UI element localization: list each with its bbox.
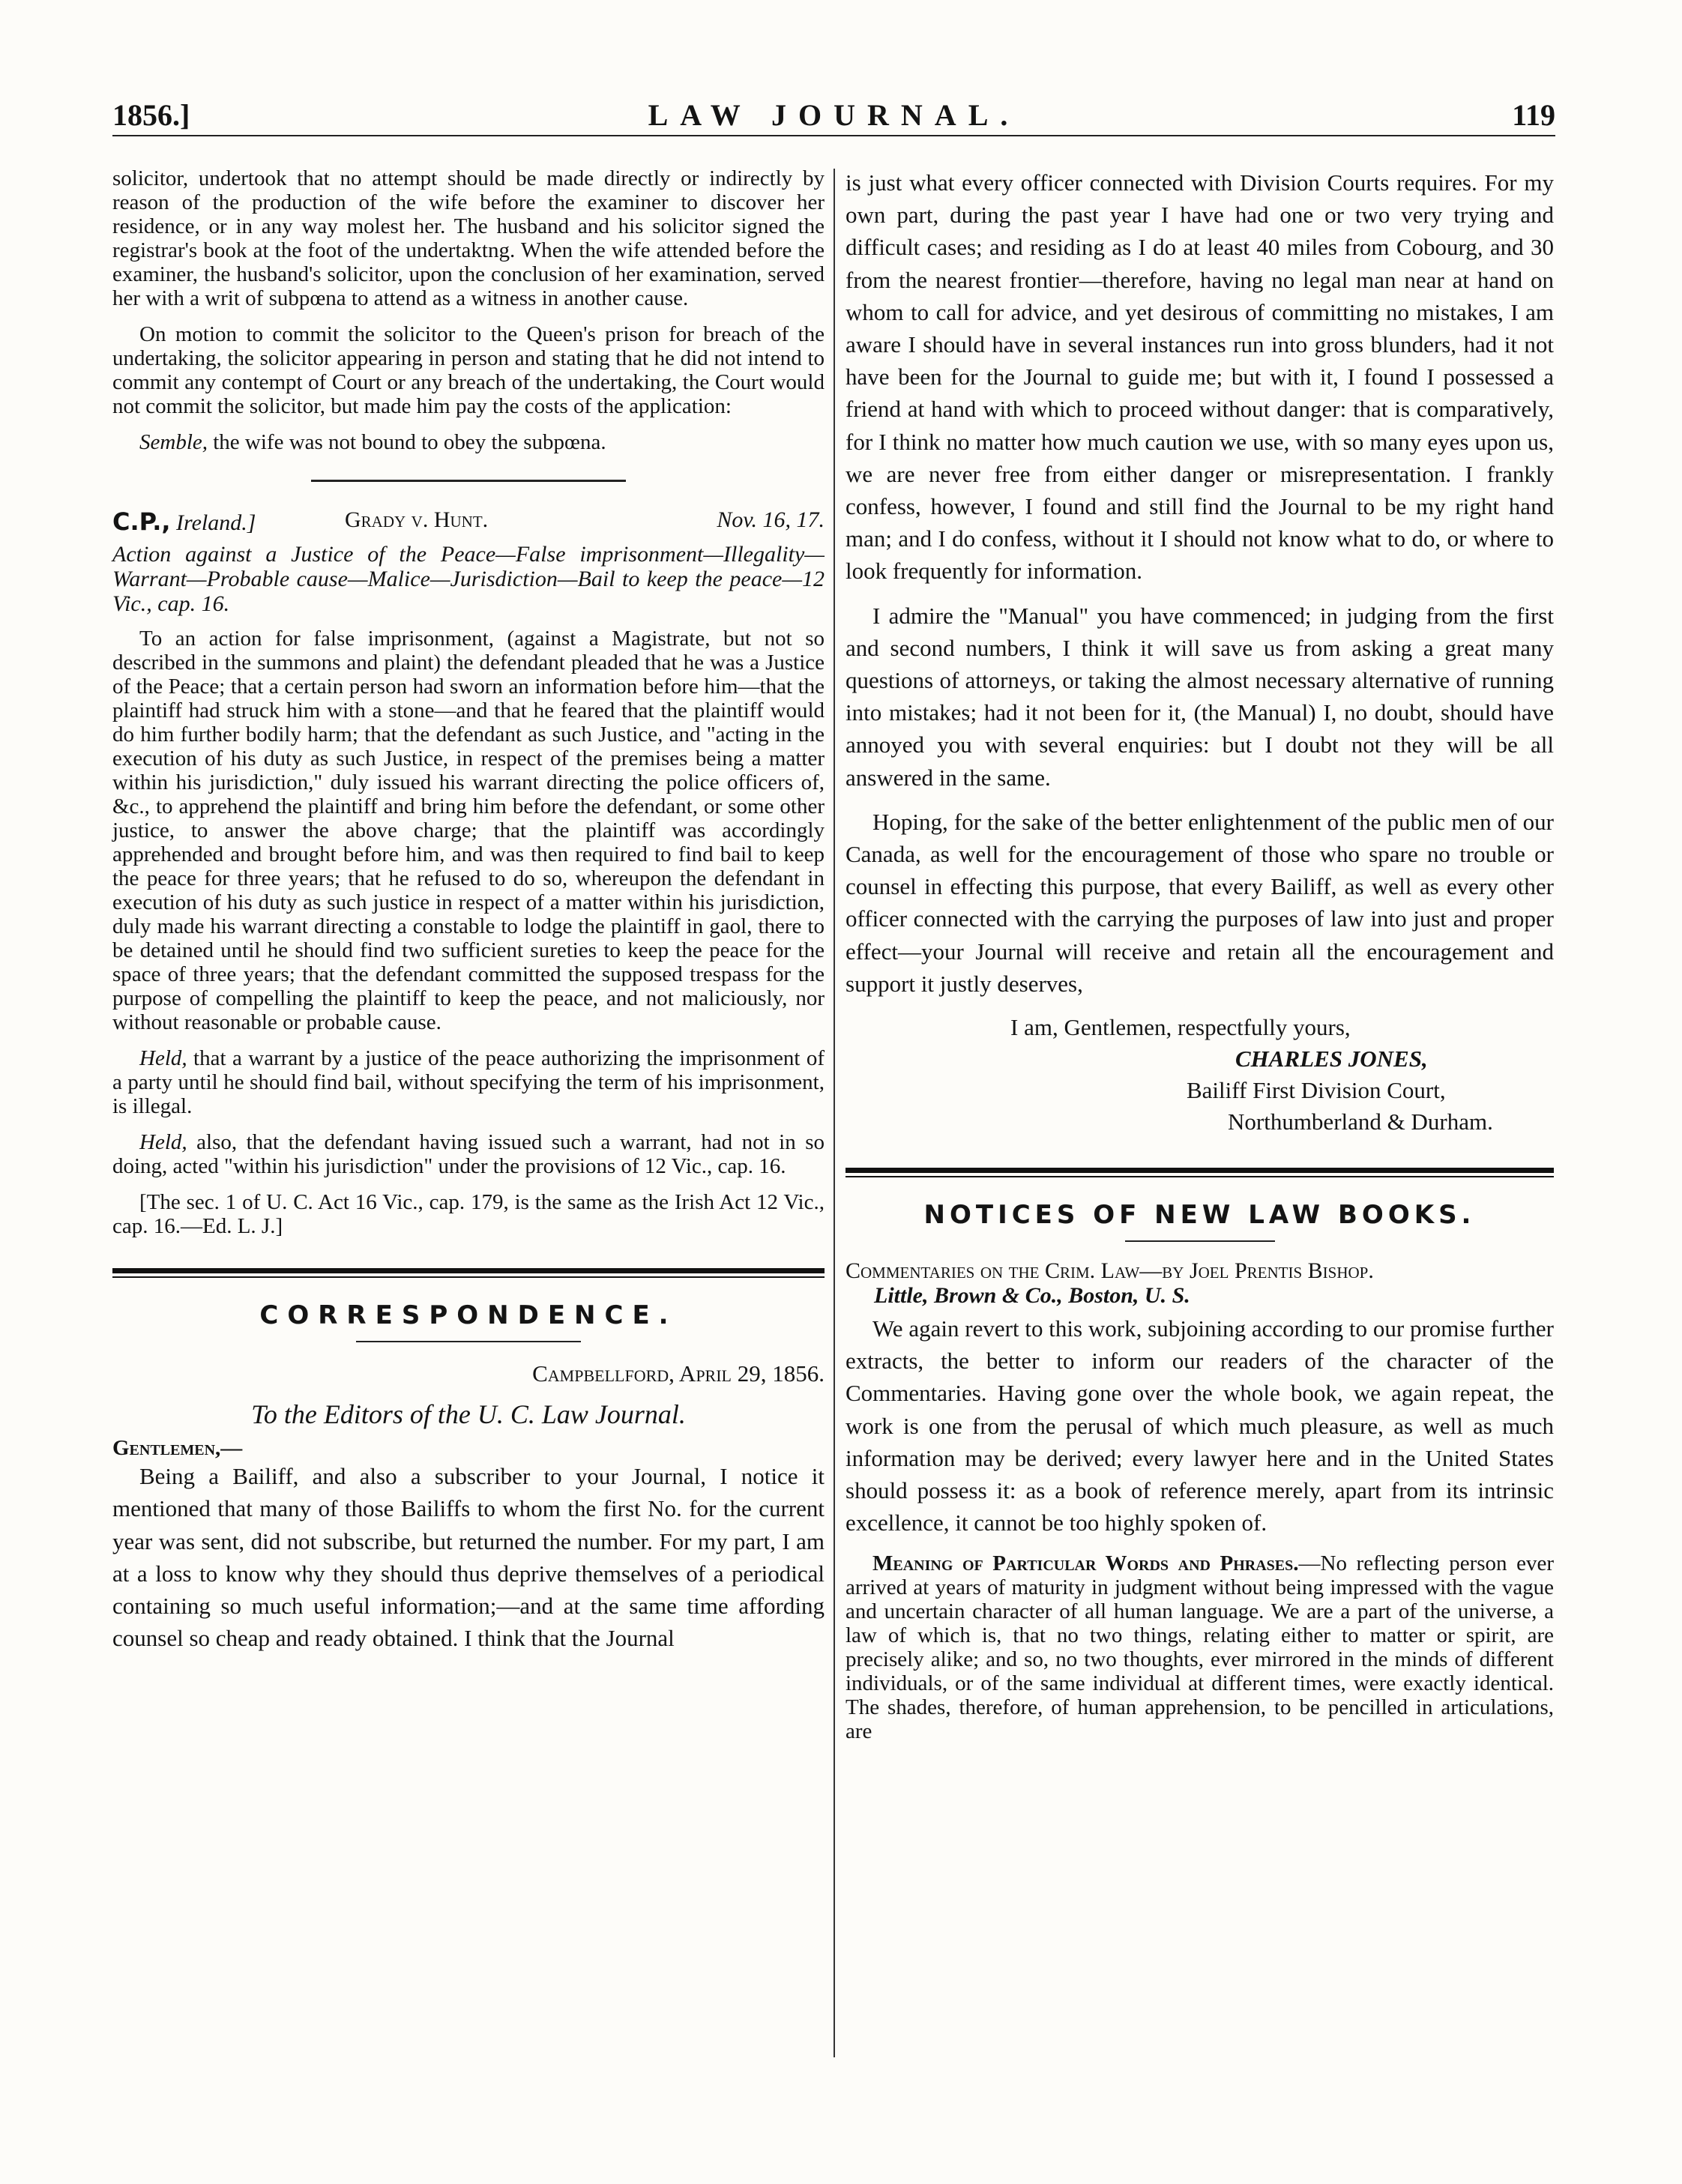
letter-paragraph-2: I admire the "Manual" you have commenced; in judging from the first and second numbers, I think it will save us from asking a great many questions of attorneys, or taking the almost necessary alternative of running into mistakes; had it not been for it, (the Manual) I, no doubt, should have annoyed you with several enquiries: but I doubt not they will be all answered in the same. (845, 602, 1554, 791)
header-title: LAW JOURNAL. (648, 98, 1020, 132)
review-paragraph-1: We again revert to this work, subjoining according to our promise further extracts, the better to inform our readers of the character of the Commentaries. Having gone over the whole book, we again repeat, the work is one from the perusal of which much pleasure, as well as much information may be derived; every lawyer here and in the United States should possess it: as a book of reference merely, apart from its intrinsic excellence, it cannot be too highly spoken of. (845, 1315, 1554, 1536)
signatory-name: CHARLES JONES, (1235, 1046, 1428, 1073)
book-reference (845, 1258, 1554, 1308)
case-paragraph-1: solicitor, undertook that no attempt should be made directly or indirectly by reason of the production of the wife before the examiner to discover her residence, or in any way molest her. The husband and his solicitor signed the registrar's book at the foot of the undertaktng. When the wife attended before the examiner, the husband's solicitor, upon the conclusion of her examination, served her with a writ of subpœna to attend as a witness in another cause. (112, 166, 825, 310)
semble-paragraph (112, 430, 825, 454)
letter-dateline: Campbellford, April 29, 1856. (532, 1360, 825, 1387)
case-paragraph-2: On motion to commit the solicitor to the Queen's prison for breach of the undertaking, the solicitor appearing in person and stating that he did not intend to commit any contempt of Court or any breach of the undertaking, the Court would not commit the solicitor, but made him pay the costs of the application: (112, 322, 825, 418)
case-headnote: Action against a Justice of the Peace—False imprisonment—Illegality—Warrant—Probable cause—Malice—Jurisdiction—Bail to keep the peace—12 Vic., cap. 16. (112, 542, 825, 616)
case-date: Nov. 16, 17. (717, 507, 825, 532)
case-facts: To an action for false imprisonment, (against a Magistrate, but not so described in the summons and plaint) the defendant pleaded that he was a Justice of the Peace; that a certain person had sworn an information before him—that the plaintiff had struck him with a stone—and that he feared that the plaintiff would do him further bodily harm; that the defendant as such Justice, and "acting in the execution of his duty as such Justice, in respect of the premises being a matter within his jurisdiction," duly issued his warrant directing the police officers of, &c., to apprehend the plaintiff and bring him before the defendant, or some other justice, to answer the above charge; that the plaintiff was accordingly apprehended and brought before him, and was then required to find bail to keep the peace for three years; that he refused to do so, whereupon the defendant in execution of his duty as such justice in respect of a matter within his jurisdiction, duly made his warrant directing a constable to lodge the plaintiff in gaol, there to be detained until he should find two sufficient sureties to keep the peace for the space of three years; that the defendant committed the supposed trespass for the purpose of compelling the plaintiff to keep the peace, and not maliciously, nor without reasonable or probable cause. (112, 627, 825, 1034)
letter-address: To the Editors of the U. C. Law Journal. (251, 1399, 686, 1430)
book-publisher: Little, Brown & Co., Boston, U. S. (874, 1283, 1190, 1309)
right-column (845, 166, 1554, 1743)
held-paragraph-1 (112, 1046, 825, 1118)
notices-rule (1125, 1240, 1275, 1242)
held-text-1: that a warrant by a justice of the peace authorizing the imprisonment of a party until he should find bail, without specifying the term of his imprisonment, is illegal. (112, 1046, 825, 1118)
semble-text: the wife was not bound to obey the subpœna. (208, 430, 606, 454)
heavy-rule (112, 1268, 825, 1278)
case-heading (112, 507, 825, 537)
book-title: Commentaries on the Crim. Law—by Joel Prentis Bishop. (845, 1258, 1374, 1284)
meaning-text: —No reflecting person ever arrived at years of maturity in judgment without being impressed with the vague and uncertain character of all human language. We are a part of the universe, a law of which is, that no two things, relating either to matter or spirit, are precisely alike; and so, no two thoughts, ever mirrored in the minds of different individuals, or of the same individual at different times, were exactly identical. The shades, therefore, of human apprehension, to be pencilled in articulations, are (845, 1551, 1555, 1743)
correspondence-heading: CORRESPONDENCE. (259, 1300, 678, 1330)
held-lead-2: Held, (139, 1130, 187, 1154)
letter-continuation: is just what every officer connected with Division Courts requires. For my own part, during the past year I have had one or two very trying and difficult cases; and residing as I do at least 40 miles from Cobourg, and 30 from the nearest frontier—therefore, having no legal man near at hand on whom to call for advice, and yet desirous of committing no mistakes, I am aware I should have in several instances run into gross blunders, had it not have been for the Journal to guide me; but with it, I found I possessed a friend at hand with which to proceed without danger: that is comparatively, for I think no matter how much caution we use, with so many eyes upon us, we are never free from either danger or misrepresentation. I frankly confess, however, I found and still find the Journal to be my right hand man; and I do confess, without it I should not know what to do, or where to look frequently for information. (845, 169, 1554, 585)
page-number: 119 (1512, 98, 1555, 132)
meaning-lead: Meaning of Particular Words and Phrases. (872, 1551, 1299, 1575)
semble-lead: Semble, (139, 430, 208, 454)
section-rule (311, 480, 626, 482)
letter-closing: I am, Gentlemen, respectfully yours, (1010, 1014, 1351, 1041)
letter-paragraph-3: Hoping, for the sake of the better enlightenment of the public men of our Canada, as well for the encouragement of those who spare no trouble or counsel in effecting this purpose, that every Bailiff, as well as every other officer connected with the carrying the purposes of law into just and proper effect—your Journal will receive and retain all the encouragement and support it justly deserves, (845, 808, 1554, 997)
held-lead-1: Held, (139, 1046, 187, 1070)
signatory-title-2: Northumberland & Durham. (1228, 1108, 1493, 1135)
meaning-paragraph (845, 1551, 1554, 1743)
letter-paragraph-1: Being a Bailiff, and also a subscriber to your Journal, I notice it mentioned that many of those Bailiffs to whom the first No. for the current year was sent, did not subscribe, but returned the number. For my part, I am at a loss to know why they should thus deprive themselves of a periodical containing so much useful information;—and at the same time affording counsel so cheap and ready obtained. I think that the Journal (112, 1463, 825, 1652)
left-column (112, 166, 825, 1654)
case-parties: Grady v. Hunt. (345, 507, 489, 532)
heading-rule (356, 1341, 581, 1342)
editor-note: [The sec. 1 of U. C. Act 16 Vic., cap. 179, is the same as the Irish Act 12 Vic., cap. 16.—Ed. L. J.] (112, 1190, 825, 1238)
running-header (112, 90, 1555, 136)
letter-salutation: Gentlemen,— (112, 1436, 243, 1461)
header-year: 1856.] (112, 98, 190, 132)
held-paragraph-2 (112, 1130, 825, 1178)
letter-signoff (845, 1012, 1554, 1138)
court-label (112, 507, 256, 536)
court-place: Ireland.] (176, 510, 256, 535)
column-divider (834, 169, 835, 2057)
notices-heading: NOTICES OF NEW LAW BOOKS. (923, 1200, 1476, 1231)
held-text-2: also, that the defendant having issued such a warrant, had not in so doing, acted "within his jurisdiction" under the provisions of 12 Vic., cap. 16. (112, 1130, 825, 1178)
signatory-title-1: Bailiff First Division Court, (1187, 1077, 1446, 1104)
court-abbr: C.P., (112, 507, 171, 536)
heavy-rule-right (845, 1168, 1554, 1177)
